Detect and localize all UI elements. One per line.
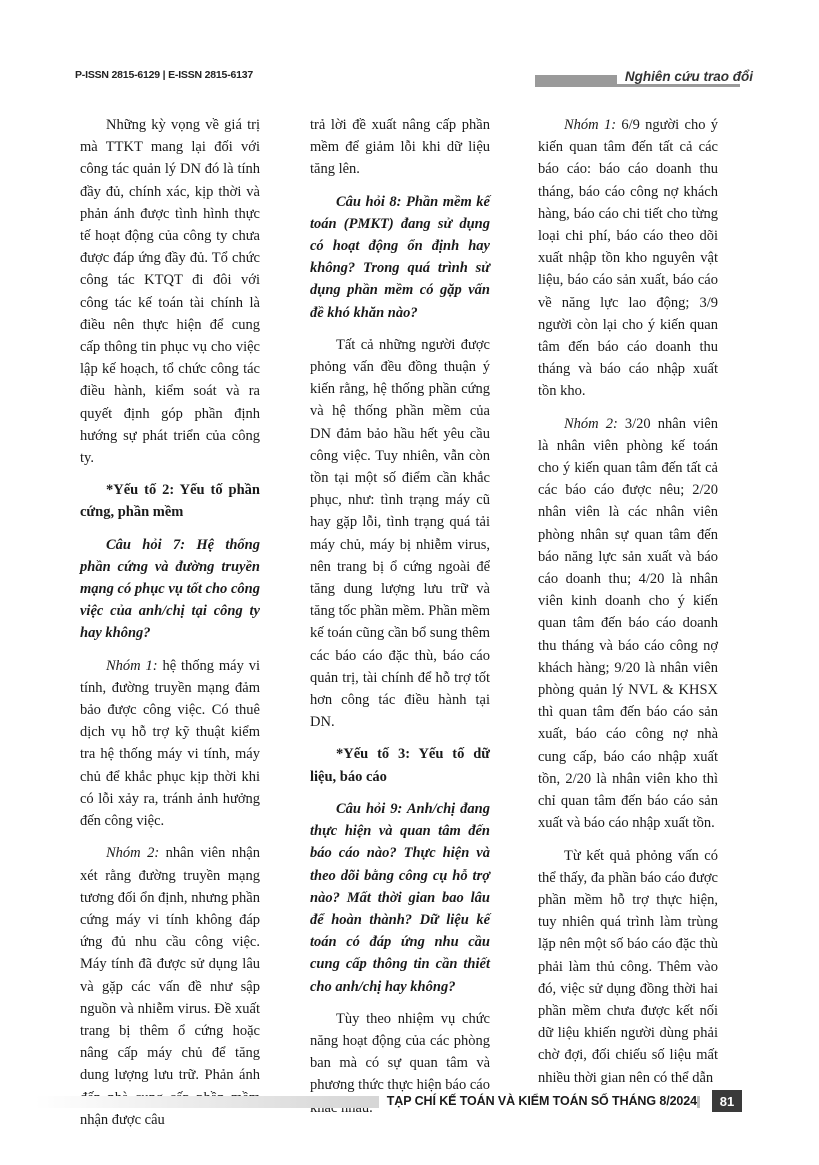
paragraph-text: Câu hỏi 8: Phần mềm kế toán (PMKT) đang sử dụng có hoạt động ổn định hay không? Trong quá trình sử dụng phần mềm có gặp vấn đề khó khăn nào? xyxy=(310,193,490,321)
page-number: 81 xyxy=(712,1090,742,1112)
paragraph xyxy=(538,413,718,835)
paragraph-text: nhân viên nhận xét rằng đường truyền mạng tương đối ổn định, nhưng phần cứng máy vi tính không đáp ứng đủ nhu cầu công việc. Máy tính đã được sử dụng lâu và gặp các vấn đề như sập nguồn và nhiễm virus. Đề xuất trang bị thêm ổ cứng hoặc nâng cấp máy chủ để tăng dung lượng lưu trữ. Phản ánh nhận được câu xyxy=(80,845,260,1128)
paragraph xyxy=(80,114,260,469)
journal-title: TẠP CHÍ KẾ TOÁN VÀ KIỂM TOÁN SỐ THÁNG 8/2024 xyxy=(379,1094,697,1108)
paragraph-text: Câu hỏi 9: Anh/chị đang thực hiện và quan tâm đến báo cáo nào? Thực hiện và theo dõi bằng công cụ hỗ trợ nào? Mất thời gian bao lâu để hoàn thành? Dữ liệu kế toán có đáp ứng nhu cầu cung cấp thông tin cần thiết cho anh/chị hay không? xyxy=(310,800,490,995)
paragraph-text: *Yếu tố 3: Yếu tố dữ liệu, báo cáo xyxy=(310,746,490,785)
paragraph xyxy=(80,655,260,833)
paragraph-text: Câu hỏi 7: Hệ thống phần cứng và đường truyền mạng có phục vụ tốt cho công việc của anh/chị tại công ty hay không? xyxy=(80,536,260,642)
paragraph-text: Từ kết quả phỏng vấn có thể thấy, đa phần báo cáo được phần mềm hỗ trợ thực hiện, tuy nhiên quá trình làm trùng lặp nên một số báo cáo đặc thù phải làm thủ công. Thêm vào đó, việc sử dụng đồng thời hai phần mềm chưa được kết nối dữ liệu khiến người dùng phải chờ đợi, đối chiếu số liệu mất nhiều thời gian nên có thể dẫn xyxy=(538,847,718,1086)
issn-line: P-ISSN 2815-6129 | E-ISSN 2815-6137 xyxy=(75,69,254,81)
group-label: Nhóm 1: xyxy=(106,657,158,674)
column-2 xyxy=(310,114,490,1129)
paragraph-text: trả lời đề xuất nâng cấp phần mềm để giảm lỗi khi dữ liệu tăng lên. xyxy=(310,117,490,178)
question xyxy=(310,798,490,998)
paragraph-text: Tùy theo nhiệm vụ chức năng hoạt động của các phòng ban mà có sự quan tâm và phương thức thực hiện báo cáo xyxy=(310,1010,490,1094)
column-3 xyxy=(538,114,718,1099)
group-label: Nhóm 1: xyxy=(564,117,617,133)
paragraph-text: Những kỳ vọng về giá trị mà TTKT mang lại đối với công tác quản lý DN đó là tính đầy đủ, chính xác, kịp thời và phản ánh được tình hình thực tế hoạt động của công ty chưa được đáp ứng đầy đủ. Tổ chức công tác KTQT đi đôi với công tác kế toán tài chính là điều nên thực hiện để cung cấp thông tin phục vụ cho việc lập kế hoạch, tổ chức công tác điều hành, kiểm soát và ra quyết định góp phần định hướng sự phát triển của công ty. xyxy=(80,117,260,467)
section-heading xyxy=(310,743,490,787)
paragraph-text: *Yếu tố 2: Yếu tố phần cứng, phần mềm xyxy=(80,482,260,521)
group-label: Nhóm 2: xyxy=(564,415,618,432)
paragraph-text: 6/9 người cho ý kiến quan tâm đến tất cả các báo cáo: báo cáo doanh thu tháng, báo cáo công nợ khách hàng, báo cáo chi tiết cho từng loại chi phí, báo cáo theo dõi xuất nhập tồn kho nguyên vật liệu, báo cáo sản xuất, báo cáo về năng lực lao động; 3/9 người còn lại cho ý kiến quan tâm đến báo cáo doanh thu tháng và báo cáo nhập xuất tồn kho. xyxy=(538,117,718,400)
question xyxy=(80,534,260,645)
column-1 xyxy=(80,114,260,1141)
group-label: Nhóm 2: xyxy=(106,845,160,862)
paragraph-text: 3/20 nhân viên là nhân viên phòng kế toán cho ý kiến quan tâm đến tất cả các báo cáo được nêu; 2/20 nhân viên là các nhân viên phòng nhân sự quan tâm đến báo năng lực sản xuất và báo cáo doanh thu; 4/20 là nhân viên kinh doanh cho ý kiến quan tâm đến báo cáo doanh thu tháng và báo cáo công nợ khách hàng; 9/20 là nhân viên phòng quản lý NVL & KHSX thì quan tâm đến báo cáo sản xuất, báo cáo công nợ nhà cung cấp, báo cáo nhập xuất tồn, 2/20 là nhân viên kho thì chỉ quan tâm đến báo cáo sản xuất và báo cáo nhập xuất tồn. xyxy=(538,415,718,832)
paragraph xyxy=(80,842,260,1131)
paragraph-text: hệ thống máy vi tính, đường truyền mạng đảm bảo được công việc. Có thuê dịch vụ hỗ trợ kỹ thuật kiểm tra hệ thống máy vi tính, máy chủ để khắc phục kịp thời khi có lỗi xảy ra, tránh ảnh hưởng đến công việc. xyxy=(80,657,260,830)
paragraph xyxy=(538,114,718,403)
paragraph xyxy=(310,114,490,181)
question xyxy=(310,191,490,324)
section-heading xyxy=(80,479,260,523)
section-label: Nghiên cứu trao đổi xyxy=(617,69,753,84)
paragraph xyxy=(310,334,490,734)
paragraph-text: Tất cả những người được phỏng vấn đều đồng thuận ý kiến rằng, hệ thống phần cứng và hệ thống phần mềm của DN đảm bảo hầu hết yêu cầu công việc. Tuy nhiên, vẫn còn tồn tại một số điểm cần khắc phục, như: tình trạng máy cũ hay gặp lỗi, tình trạng quá tải máy chủ, máy bị nhiễm virus, nên trang bị ổ cứng ngoài để tăng dung lượng lưu trữ và tăng tốc phần mềm. Phần mềm kế toán cũng cần bổ sung thêm các báo cáo đặc thù, báo cáo quản trị, tài chính để hỗ trợ tốt hơn công tác điều hành tại DN. xyxy=(310,336,490,731)
paragraph xyxy=(538,845,718,1089)
